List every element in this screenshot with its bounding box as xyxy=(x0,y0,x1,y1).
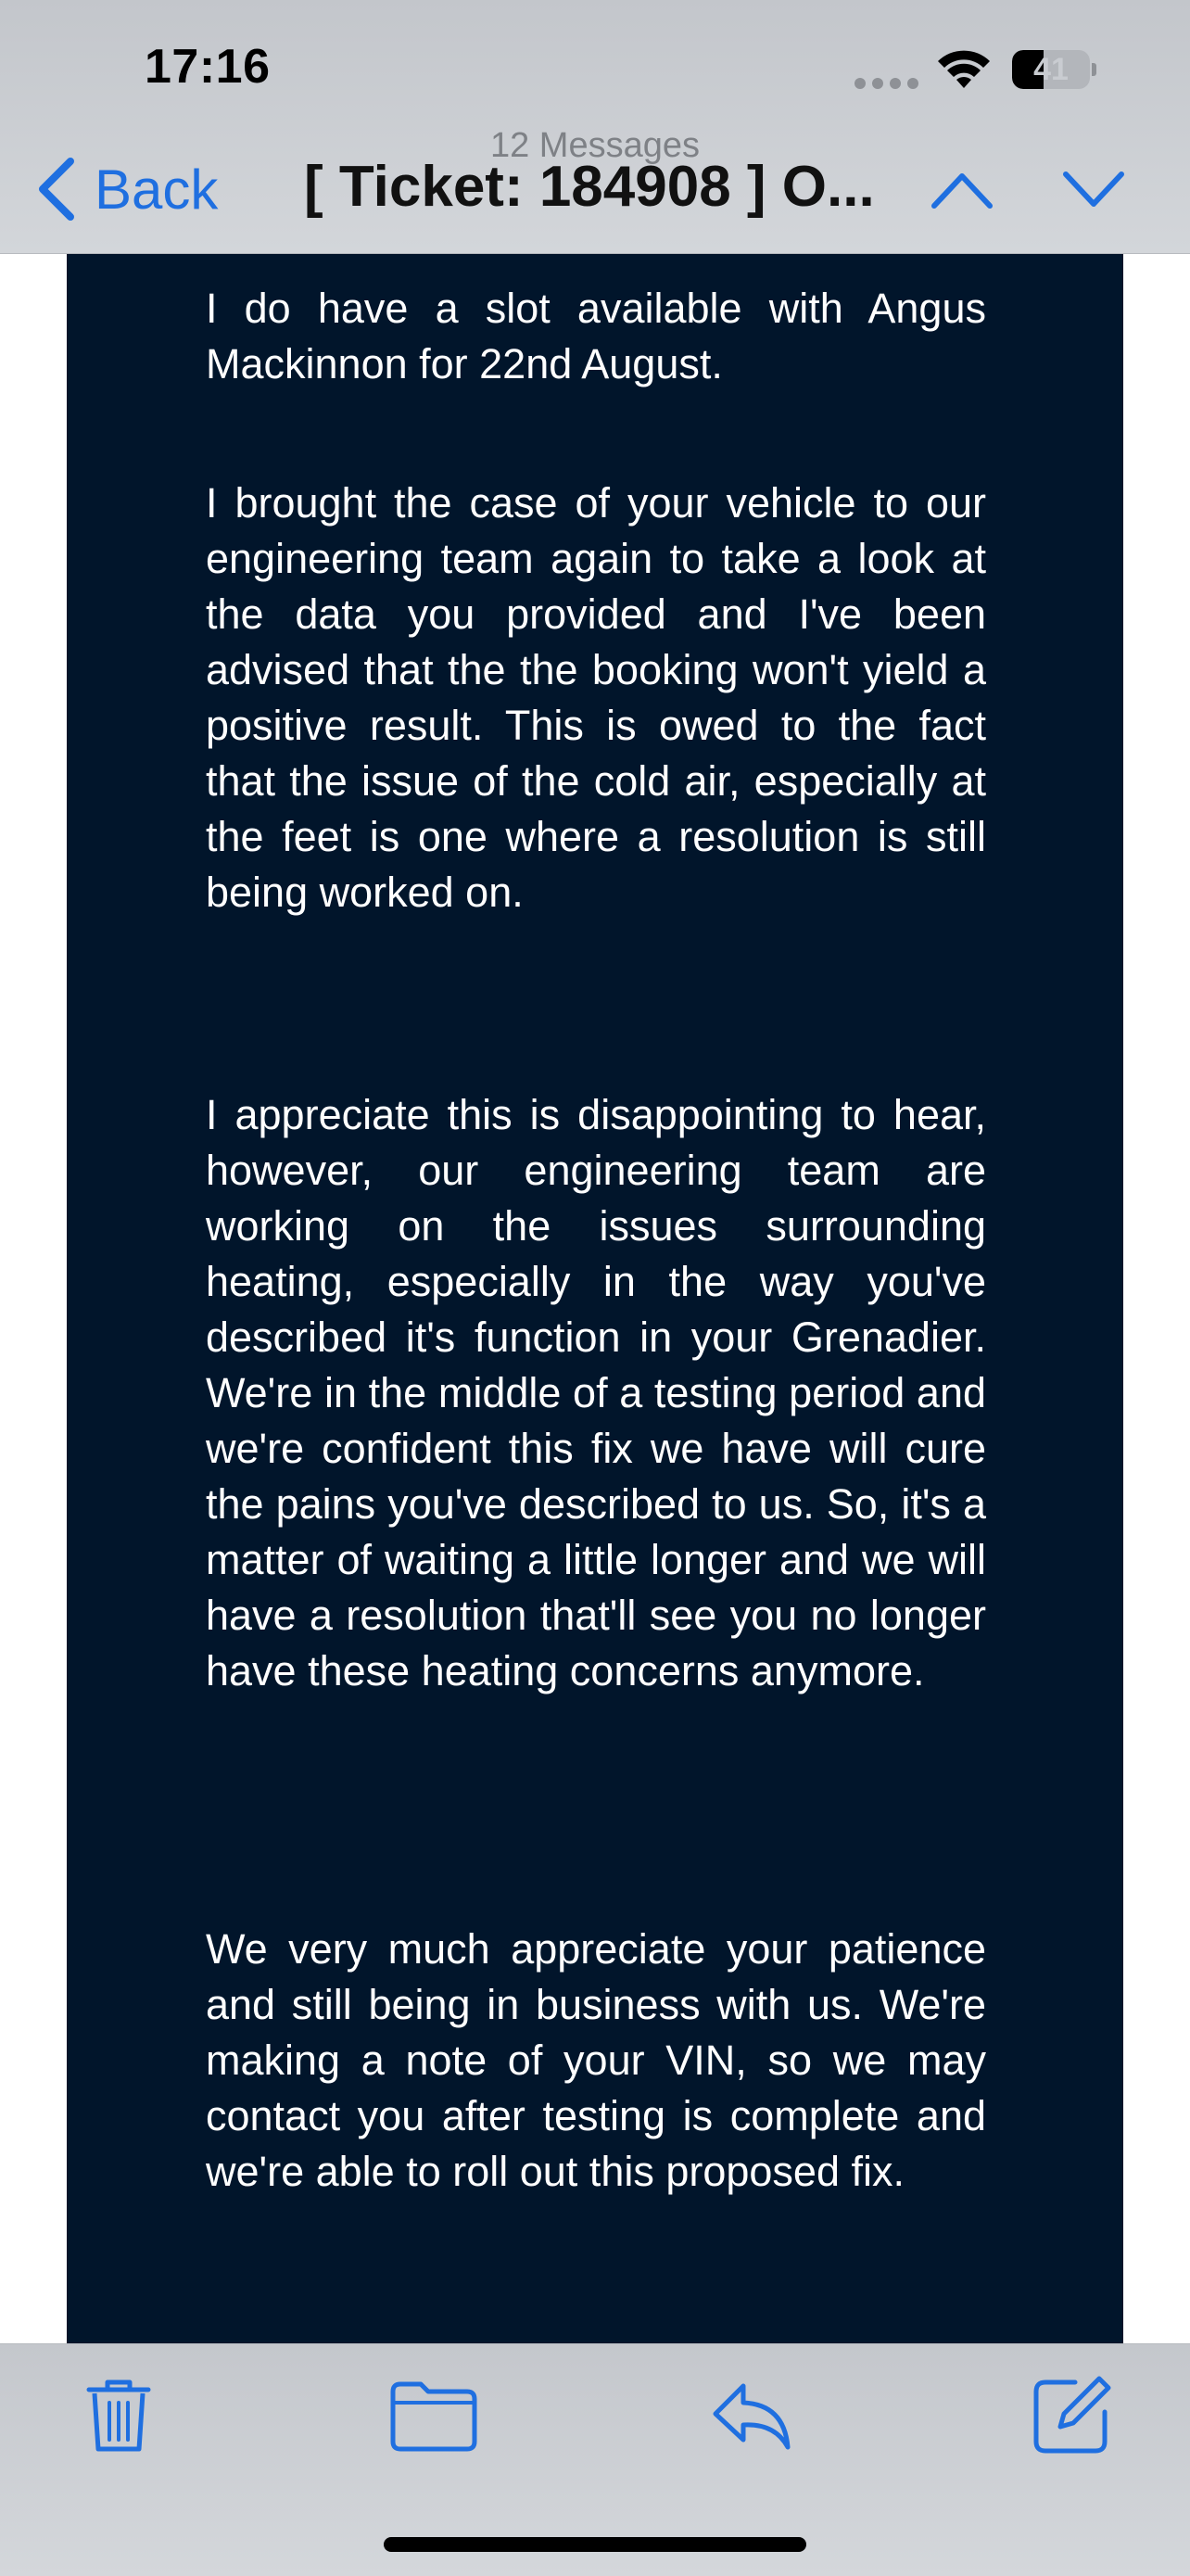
battery-icon xyxy=(1012,50,1094,89)
home-indicator xyxy=(384,2537,806,2552)
trash-icon[interactable] xyxy=(74,2369,163,2458)
top-bar xyxy=(0,0,1190,254)
email-paragraph: I do have a slot available with Angus Mackinnon for 22nd August. xyxy=(206,285,986,387)
cellular-signal-icon xyxy=(855,78,918,89)
email-body xyxy=(67,253,1123,2343)
back-label: Back xyxy=(95,158,219,221)
next-message-icon[interactable] xyxy=(1060,163,1127,215)
thread-title: [ Ticket: 184908 ] O... xyxy=(304,155,875,219)
email-paragraph: We very much appreciate your patience and still being in business with us. We're making a note of your VIN, so we may contact you after testing is complete and we're able to roll out this proposed fix. xyxy=(206,1925,986,2195)
back-button[interactable] xyxy=(35,156,218,222)
status-time: 17:16 xyxy=(145,40,271,94)
reply-icon[interactable] xyxy=(706,2369,795,2458)
wifi-icon xyxy=(934,46,994,91)
message-count: 12 Messages xyxy=(489,126,700,165)
email-paragraph: I appreciate this is disappointing to hear, however, our engineering team are working on the issues surrounding heating, especially in the way you've described it's function in your Grenadier. We're in the middle of a testing period and we're confident this fix we have will cure the pains you've described to us. So, it's a matter of waiting a little longer and we will have a resolution that'll see you no longer have these heating concerns anymore. xyxy=(206,1091,986,1694)
previous-message-icon[interactable] xyxy=(929,163,995,215)
email-paragraph: I brought the case of your vehicle to our engineering team again to take a look at the data you provided and I've been advised that the the booking won't yield a positive result. This is owed to the fact that the issue of the cold air, especially at the feet is one where a resolution is still being worked on. xyxy=(206,479,986,916)
chevron-left-icon xyxy=(35,156,78,222)
folder-icon[interactable] xyxy=(387,2369,480,2458)
compose-icon[interactable] xyxy=(1027,2369,1116,2458)
battery-level: 41 xyxy=(1033,52,1069,87)
